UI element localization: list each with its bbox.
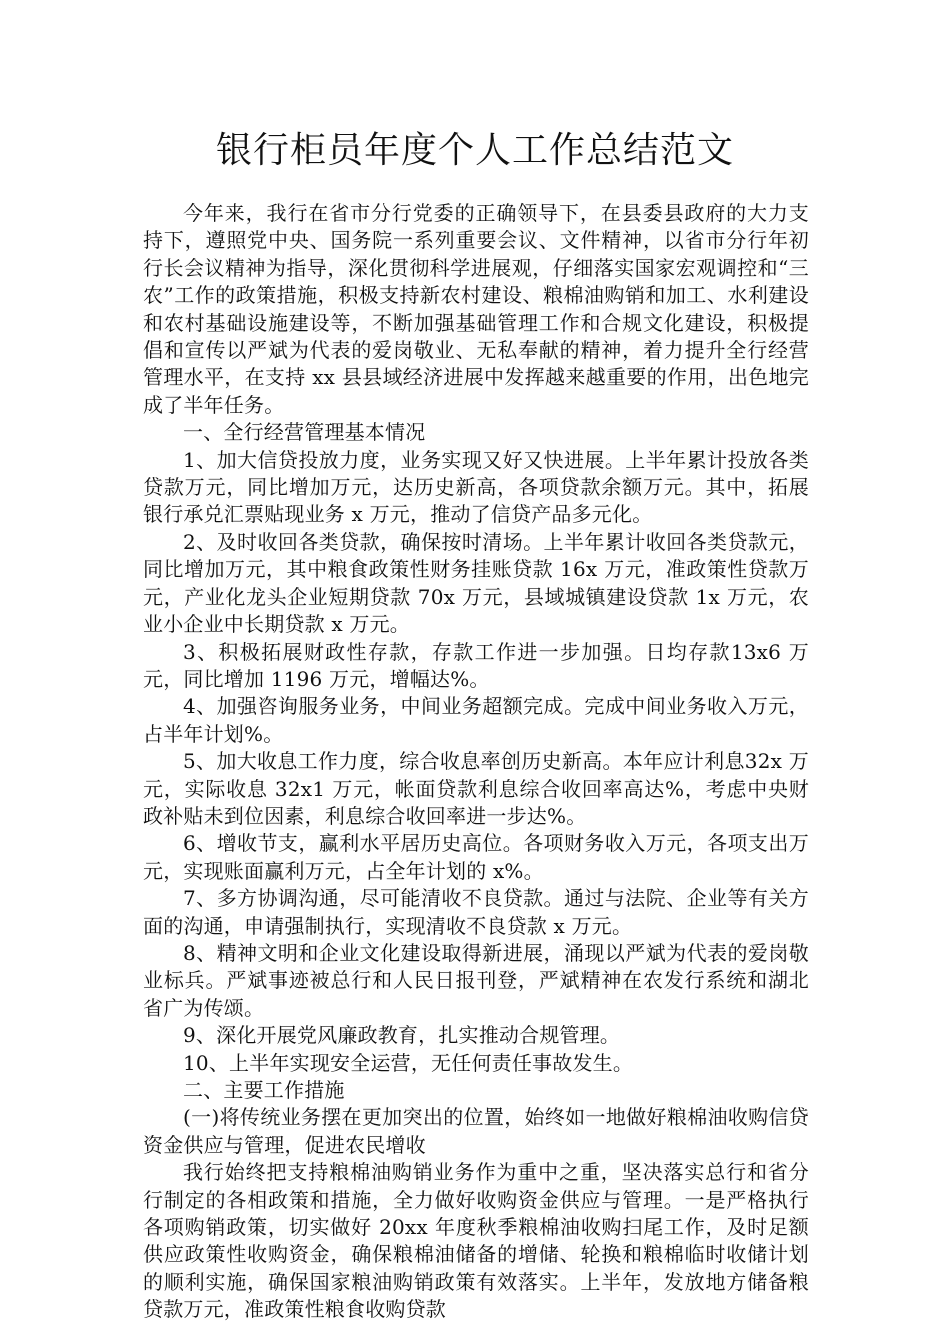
paragraph-item-8: 8、精神文明和企业文化建设取得新进展，涌现以严斌为代表的爱岗敬业标兵。严斌事迹被总行和人民日报刊登，严斌精神在农发行系统和湖北省广为传颂。 [143,940,809,1020]
paragraph-item-3: 3、积极拓展财政性存款，存款工作进一步加强。日均存款13x6 万元，同比增加 1196 万元，增幅达%。 [143,639,809,691]
paragraph-item-2: 2、及时收回各类贷款，确保按时清场。上半年累计收回各类贷款元，同比增加万元，其中粮食政策性财务挂账贷款 16x 万元，准政策性贷款万元，产业化龙头企业短期贷款 70x 万元，县域城镇建设贷款 1x 万元，农业小企业中长期贷款 x 万元。 [143,529,809,637]
paragraph-item-7: 7、多方协调沟通，尽可能清收不良贷款。通过与法院、企业等有关方面的沟通，申请强制执行，实现清收不良贷款 x 万元。 [143,886,809,938]
paragraph-item-10: 10、上半年实现安全运营，无任何责任事故发生。 [183,1050,634,1075]
paragraph-item-5: 5、加大收息工作力度，综合收息率创历史新高。本年应计利息32x 万元，实际收息 32x1 万元，帐面贷款利息综合收回率高达%，考虑中央财政补贴未到位因素，利息综合收回率进一步达%。 [143,749,809,828]
paragraph-intro: 今年来，我行在省市分行党委的正确领导下，在县委县政府的大力支持下，遵照党中央、国务院一系列重要会议、文件精神，以省市分行年初行长会议精神为指导，深化贯彻科学进展观，仔细落实国家宏观调控和“三农”工作的政策措施，积极支持新农村建设、粮棉油购销和加工、水利建设和农村基础设施建设等，不断加强基础管理工作和合规文化建设，积极提倡和宣传以严斌为代表的爱岗敬业、无私奉献的精神，着力提升全行经营管理水平，在支持 xx 县县域经济进展中发挥越来越重要的作用，出色地完成了半年任务。 [143,201,809,417]
document-title: 银行柜员年度个人工作总结范文 [215,130,734,171]
subsection-heading-1: (一)将传统业务摆在更加突出的位置，始终如一地做好粮棉油收购信贷资金供应与管理，促进农民增收 [143,1105,809,1157]
paragraph-item-6: 6、增收节支，赢利水平居历史高位。各项财务收入万元，各项支出万元，实现账面赢利万元，占全年计划的 x%。 [143,831,809,883]
section-heading-2: 二、主要工作措施 [183,1078,345,1102]
paragraph-measures-1: 我行始终把支持粮棉油购销业务作为重中之重，坚决落实总行和省分行制定的各相政策和措施，全力做好收购资金供应与管理。一是严格执行各项购销政策，切实做好 20xx 年度秋季粮棉油收购扫尾工作，及时足额供应政策性收购资金，确保粮棉油储备的增储、轮换和粮棉临时收储计划的顺利实施，确保国家粮油购销政策有效落实。上半年，发放地方储备粮贷款万元，准政策性粮食收购贷款 [143,1160,809,1322]
paragraph-item-9: 9、深化开展党风廉政教育，扎实推动合规管理。 [183,1023,621,1048]
paragraph-item-1: 1、加大信贷投放力度，业务实现又好又快进展。上半年累计投放各类贷款万元，同比增加万元，达历史新高，各项贷款余额万元。其中，拓展银行承兑汇票贴现业务 x 万元，推动了信贷产品多元化。 [143,447,809,527]
section-heading-1: 一、全行经营管理基本情况 [183,420,426,445]
document-body [143,200,809,1324]
paragraph-item-4: 4、加强咨询服务业务，中间业务超额完成。完成中间业务收入万元，占半年计划%。 [143,694,809,746]
